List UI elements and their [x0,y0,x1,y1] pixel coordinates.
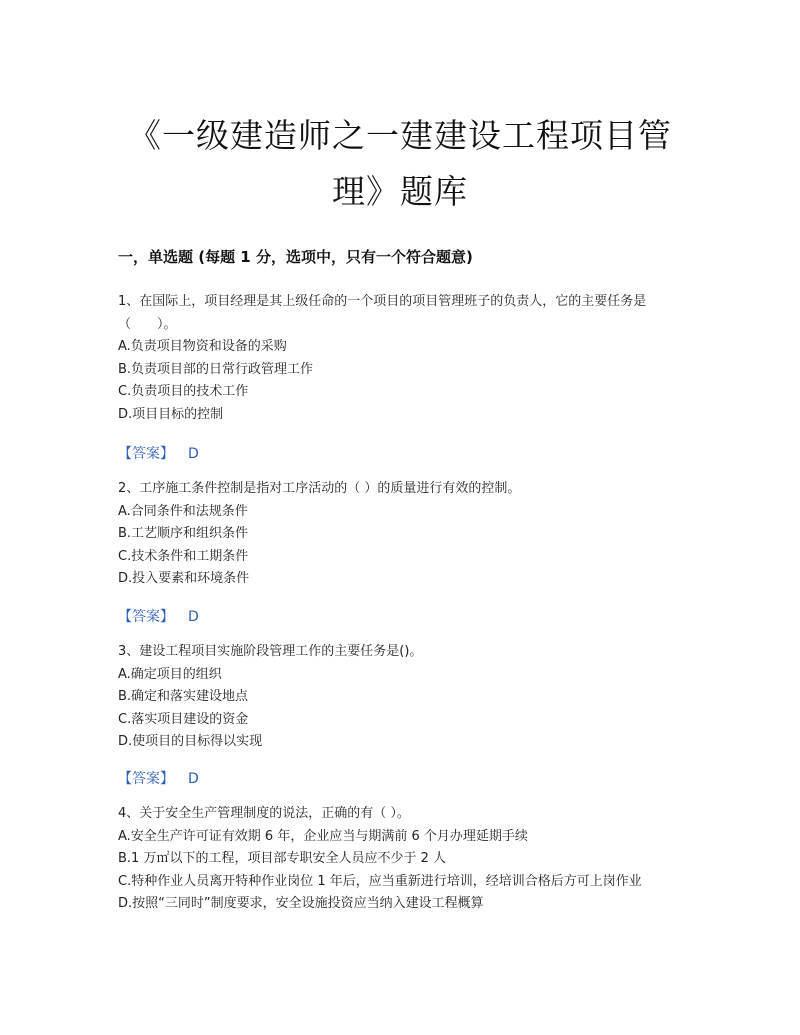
question-stem: 1、在国际上，项目经理是其上级任命的一个项目的项目管理班子的负责人，它的主要任务是（ ）。 [118,294,647,332]
document-title [110,108,690,220]
question-stem: 2、工序施工条件控制是指对工序活动的（ ）的质量进行有效的控制。 [118,481,521,496]
option-c: C.负责项目的技术工作 [118,384,249,399]
question-stem: 4、关于安全生产管理制度的说法，正确的有（ ）。 [118,806,410,821]
option-d: D.项目目标的控制 [118,406,224,422]
option-b: B.负责项目部的日常行政管理工作 [118,361,314,377]
answer-label: 【答案】 [118,771,174,787]
section-heading: 一，单选题 (每题 1 分，选项中，只有一个符合题意) [118,248,473,266]
option-b: B.工艺顺序和组织条件 [118,526,249,541]
title-line-2: 理》题库 [332,172,468,211]
answer-value: D [188,609,199,625]
answer-value: D [188,446,199,462]
option-c: C.落实项目建设的资金 [118,711,249,727]
question-4 [118,803,688,916]
answer-3 [118,768,199,788]
answer-label: 【答案】 [118,446,174,462]
question-2 [118,478,688,591]
answer-label: 【答案】 [118,609,174,625]
option-b: B.1 万㎡以下的工程，项目部专职安全人员应不少于 2 人 [118,851,446,866]
question-3 [118,641,688,754]
option-b: B.确定和落实建设地点 [118,689,249,704]
option-a: A.安全生产许可证有效期 6 年，企业应当与期满前 6 个月办理延期手续 [118,828,528,844]
option-d: D.使项目的目标得以实现 [118,734,263,749]
option-d: D.按照“三同时”制度要求，安全设施投资应当纳入建设工程概算 [118,896,484,911]
option-c: C.技术条件和工期条件 [118,548,249,564]
answer-1 [118,443,199,463]
answer-value: D [188,771,199,787]
option-a: A.确定项目的组织 [118,666,222,682]
option-a: A.合同条件和法规条件 [118,503,248,519]
option-a: A.负责项目物资和设备的采购 [118,339,287,354]
title-line-1: 《一级建造师之一建建设工程项目管 [128,116,672,155]
option-c: C.特种作业人员离开特种作业岗位 1 年后，应当重新进行培训，经培训合格后方可上岗作业 [118,873,642,889]
option-d: D.投入要素和环境条件 [118,571,250,586]
answer-2 [118,606,199,626]
question-stem: 3、建设工程项目实施阶段管理工作的主要任务是()。 [118,644,423,659]
question-1 [118,291,688,426]
